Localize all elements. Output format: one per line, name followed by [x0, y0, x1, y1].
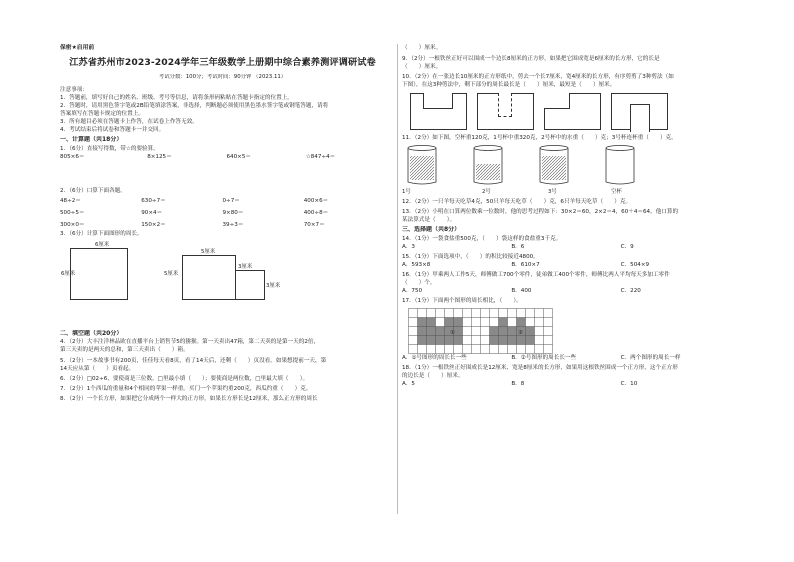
shaded-cell	[454, 317, 463, 326]
question-13: 13．（2分）小明在口算两位数乘一位数时，他的思考过程如下：30×2＝60，2×2＝4，60＋4＝64，他口算的	[402, 208, 679, 215]
shaded-cell	[427, 326, 436, 335]
q3-figures	[60, 238, 385, 308]
question-18: 18．（1分）一根铁丝正好围成长是12厘米，宽是8厘米的长方形，如果用这根铁丝围成一个正方形，这个正方形	[402, 364, 678, 371]
question-5-cont: 14天应从第（ ）页看起。	[60, 365, 135, 372]
note-item: 4．考试结束后将试卷和答题卡一并交回。	[60, 127, 165, 134]
question-4-cont: 第三天卖的是两天的总和，第三天卖出（ ）箱。	[60, 347, 189, 354]
fig-label: 3厘米	[266, 282, 281, 289]
cup-label: 空杯	[611, 188, 622, 195]
calc-item: 640×5＝	[226, 154, 251, 161]
calc-item: ☆847÷4＝	[305, 154, 336, 161]
confidential-mark: 保密★启用前	[60, 45, 95, 51]
note-item: 1．答题前，填写好自己的姓名、班级、考号等信息，请将条形码粘贴在答题卡指定的位置上。	[60, 94, 293, 101]
calc-item: 90×4＝	[141, 210, 163, 217]
cup-3	[540, 145, 568, 184]
cup-1	[408, 145, 436, 184]
calc-item: 9×80＝	[222, 210, 244, 217]
cups-illustration	[402, 142, 730, 188]
calc-item: 150×2＝	[141, 222, 166, 229]
question-9: 9．（2分）一根铁丝正好可以围成一个边长8厘米的正方形，如果把它围成宽是6厘米的长方形，它的长是	[402, 56, 660, 63]
shaded-cell	[418, 317, 427, 326]
shaded-cell	[499, 326, 508, 335]
question-11: 11．（2分）如下图，空杯重120克，1号杯中重320克，2号杯中的水重（ ）克；3号杯连杯重（ ）克。	[402, 134, 677, 141]
question-3: 3．（6分）计算下面图形的周长。	[60, 230, 143, 237]
q11-cups	[402, 142, 730, 194]
cup-label: 1号	[402, 188, 411, 195]
question-16-cont: （ ）个。	[402, 280, 436, 287]
calc-item: 805×6＝	[60, 154, 85, 161]
q1-items	[60, 153, 385, 161]
composite-small-square	[235, 270, 265, 300]
calc-item: 300×0＝	[60, 222, 85, 229]
empty-cup	[606, 145, 634, 184]
note-item: 3．所有题目必须在答题卡上作答，在试卷上作答无效。	[60, 119, 198, 125]
q2-row	[60, 209, 385, 217]
question-8-cont: （ ）厘米。	[402, 45, 442, 51]
shaded-cell	[526, 335, 535, 344]
shaded-cell	[427, 335, 436, 344]
question-13-cont: 某法算式是（ ）。	[402, 216, 456, 223]
calc-item: 400×6＝	[303, 198, 329, 205]
paper-cut-1	[410, 93, 467, 130]
option[interactable]: A．593×8	[402, 262, 431, 268]
shaded-cell	[454, 335, 463, 344]
square-figure	[70, 248, 128, 300]
option[interactable]: C．220	[620, 288, 641, 295]
option[interactable]: C．10	[620, 380, 638, 387]
section-heading: 三、选择题（共8分）	[402, 225, 461, 233]
question-17: 17．（1分）下面两个图形的周长相比，（ ）。	[402, 298, 522, 305]
exam-title: 江苏省苏州市2023-2024学年三年级数学上册期中综合素养测评调研试卷	[69, 57, 376, 69]
paper-cut-2	[477, 93, 534, 130]
q15-options	[402, 261, 730, 269]
grid-figure	[408, 308, 558, 354]
shaded-cell	[418, 326, 427, 335]
option[interactable]: B．8	[511, 380, 525, 387]
q18-options	[402, 380, 730, 388]
question-15: 15．（1分）下面选项中，（ ）的积比较接近4800。	[402, 253, 539, 260]
question-6: 6．（2分）□02÷6，要使商是三位数，□里最小填（ ）；要使商是两位数，□里最大填（ ）。	[60, 375, 309, 382]
q16-options	[402, 287, 730, 295]
section-heading: 一、计算题（共18分）	[60, 136, 123, 144]
right-column	[402, 44, 730, 388]
paper-cut-4	[611, 93, 668, 130]
question-14: 14．（1分）一袋食盐重500克，（ ）袋这样的食盐重3千克。	[402, 235, 562, 242]
shaded-cell	[499, 335, 508, 344]
fig-label: 3厘米	[238, 263, 253, 270]
calc-item: 400÷8＝	[303, 210, 329, 217]
option[interactable]: A．3	[402, 243, 415, 250]
shaded-cell	[526, 326, 535, 335]
paper-cut-3	[544, 93, 601, 130]
option[interactable]: A．①号图形的周长长一些	[402, 354, 467, 361]
shaded-cell	[508, 326, 517, 335]
calc-item: 8×125＝	[147, 154, 172, 161]
shaded-cell	[436, 326, 445, 335]
shaded-cell	[490, 335, 499, 344]
question-10: 10．（2分）在一张边长10厘米的正方形纸中，剪去一个长7厘米，宽4厘米的长方形，有序剪剪了3种剪法（如	[402, 74, 674, 81]
q17-grid	[402, 306, 730, 354]
question-5: 5．（2分）一本故事书有200页，佳佳每天看8页，看了14天后，还剩（ ）页没看。如果想提前一天，第	[60, 357, 327, 364]
composite-big-square	[182, 255, 236, 300]
calc-item: 500÷5＝	[60, 210, 85, 217]
shaded-cell	[499, 317, 508, 326]
shaded-cell	[427, 317, 436, 326]
option[interactable]: B．②号图形的周长长一些	[511, 354, 577, 361]
shaded-cell	[445, 317, 454, 326]
q2-row	[60, 197, 385, 205]
option[interactable]: C．504×9	[620, 262, 650, 268]
note-item: 2．答题时，请用黑色签字笔或2B铅笔填涂答案，非选择，判断题必须使用黑色墨水签字笔或钢笔答题，请将	[60, 102, 329, 109]
question-10-cont: 下图），在这3种剪法中，剩下部分的周长最长是（ ）厘米，最短是（ ）厘米。	[402, 82, 616, 89]
option[interactable]: C．9	[620, 243, 634, 250]
cup-2	[474, 145, 502, 184]
question-18-cont: 的边长是（ ）厘米。	[402, 372, 464, 379]
shaded-cell	[490, 326, 499, 335]
cup-label: 2号	[482, 188, 491, 195]
calc-item: 70×7＝	[303, 222, 325, 229]
option[interactable]: B．610×7	[511, 262, 540, 268]
option[interactable]: C．两个图形的周长一样	[620, 354, 681, 361]
q17-options	[402, 354, 730, 362]
note-item: 答案填写在答题卡规定的位置上。	[60, 110, 144, 117]
shaded-cell	[418, 335, 427, 344]
shaded-cell	[436, 335, 445, 344]
question-8: 8．（2分）一个长方形，如果把它分成两个一样大的正方形，如果长方形长是12厘米，那么正方形的周长	[60, 396, 318, 403]
section-heading: 二、填空题（共20分）	[60, 329, 123, 337]
question-16: 16．（1分）甲乘两人工作5天，师傅做工700个零件，徒弟做工400个零件，师傅比两人平均每天多加工零件	[402, 272, 670, 279]
option[interactable]: B．400	[511, 288, 532, 295]
calc-item: 39÷3＝	[222, 222, 244, 229]
question-1: 1．（6分）直接写得数，带☆的要验算。	[60, 145, 159, 152]
fig-label: 6厘米	[61, 270, 76, 277]
cup-label: 3号	[548, 188, 557, 195]
figure-2-label: ②	[518, 329, 523, 336]
fig-label: 6厘米	[95, 241, 110, 248]
column-divider	[397, 44, 398, 514]
shaded-cell	[517, 317, 526, 326]
question-9-cont: （ ）厘米。	[402, 64, 442, 71]
question-7: 7．（2分）1个西瓜的重量和4个相同的苹果一样重。买门一个苹果约重200克，西瓜约重（ ）克。	[60, 385, 312, 392]
left-column	[60, 44, 385, 403]
fig-label: 5厘米	[201, 248, 216, 255]
notes-heading: 注意事项：	[60, 86, 88, 93]
q2-row	[60, 221, 385, 229]
calc-item: 0÷7＝	[222, 198, 240, 205]
calc-item: 630÷7＝	[141, 198, 166, 205]
exam-meta: 考试分数：100分；考试时间：90分钟 （2023.11）	[158, 73, 287, 80]
question-2: 2．（6分）口算下面各题。	[60, 188, 126, 195]
option[interactable]: B．6	[511, 243, 525, 250]
calc-item: 48÷2＝	[60, 198, 81, 205]
question-12: 12．（2分）一只羊每天吃草4克，50只羊每天吃草（ ）克，6只羊每天吃草（ ）克。	[402, 198, 632, 205]
figure-1-label: ①	[450, 329, 455, 336]
question-4: 4．（2分）大丰注洋林品欧在直播平台上销售节5的猕猴。第一天卖出47箱，第二天卖的是第一天的2倍，	[60, 339, 320, 346]
option[interactable]: A．5	[402, 380, 415, 387]
q10-papers	[402, 90, 730, 134]
q14-options	[402, 243, 730, 251]
shaded-cell	[508, 335, 517, 344]
fig-label: 5厘米	[164, 270, 179, 277]
option[interactable]: A．750	[402, 288, 423, 295]
